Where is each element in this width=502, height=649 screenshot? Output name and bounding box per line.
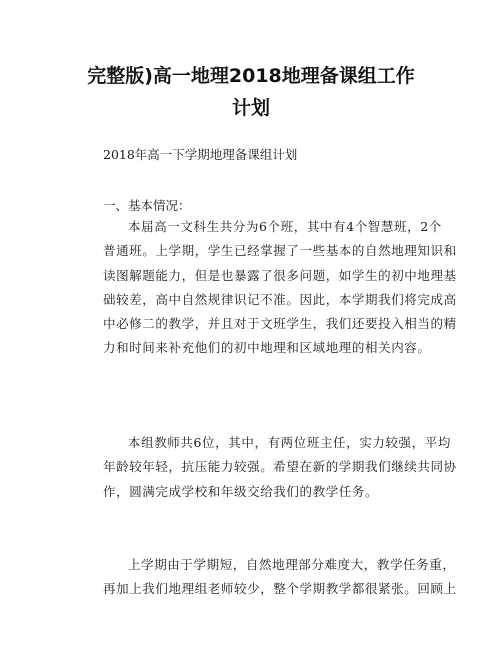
paragraph-line: 中必修二的教学，并且对于文班学生，我们还要投入相当的精 (103, 316, 457, 332)
paragraph-line: 力和时间来补充他们的初中地理和区域地理的相关内容。 (103, 340, 431, 356)
paragraph-line: 读图解题能力，但是也暴露了很多问题，如学生的初中地理基 (103, 267, 457, 283)
section-heading: 一、基本情况： (103, 198, 191, 213)
document-subtitle: 2018年高一下学期地理备课组计划 (103, 147, 298, 162)
paragraph-class-overview (103, 215, 457, 361)
paragraph-line: 普通班。上学期，学生已经掌握了一些基本的自然地理知识和 (103, 243, 457, 259)
paragraph-line: 作，圆满完成学校和年级交给我们的教学任务。 (103, 483, 379, 499)
paragraph-line: 年龄较年轻，抗压能力较强。希望在新的学期我们继续共同协 (103, 459, 457, 475)
paragraph-line: 础较差，高中自然规律识记不准。因此，本学期我们将完成高 (103, 291, 457, 307)
paragraph-line: 上学期由于学期短，自然地理部分难度大，教学任务重， (128, 557, 456, 572)
paragraph-teacher-overview (103, 431, 457, 504)
paragraph-line: 再加上我们地理组老师较少，整个学期教学都很紧张。回顾上 (103, 581, 457, 597)
document-title: 完整版)高一地理2018地理备课组工作计划 (87, 65, 415, 119)
paragraph-last-semester-review (103, 553, 457, 602)
paragraph-line: 本届高一文科生共分为6个班，其中有4个智慧班，2个 (128, 219, 442, 234)
paragraph-line: 本组教师共6位，其中，有两位班主任，实力较强，平均 (128, 435, 451, 450)
